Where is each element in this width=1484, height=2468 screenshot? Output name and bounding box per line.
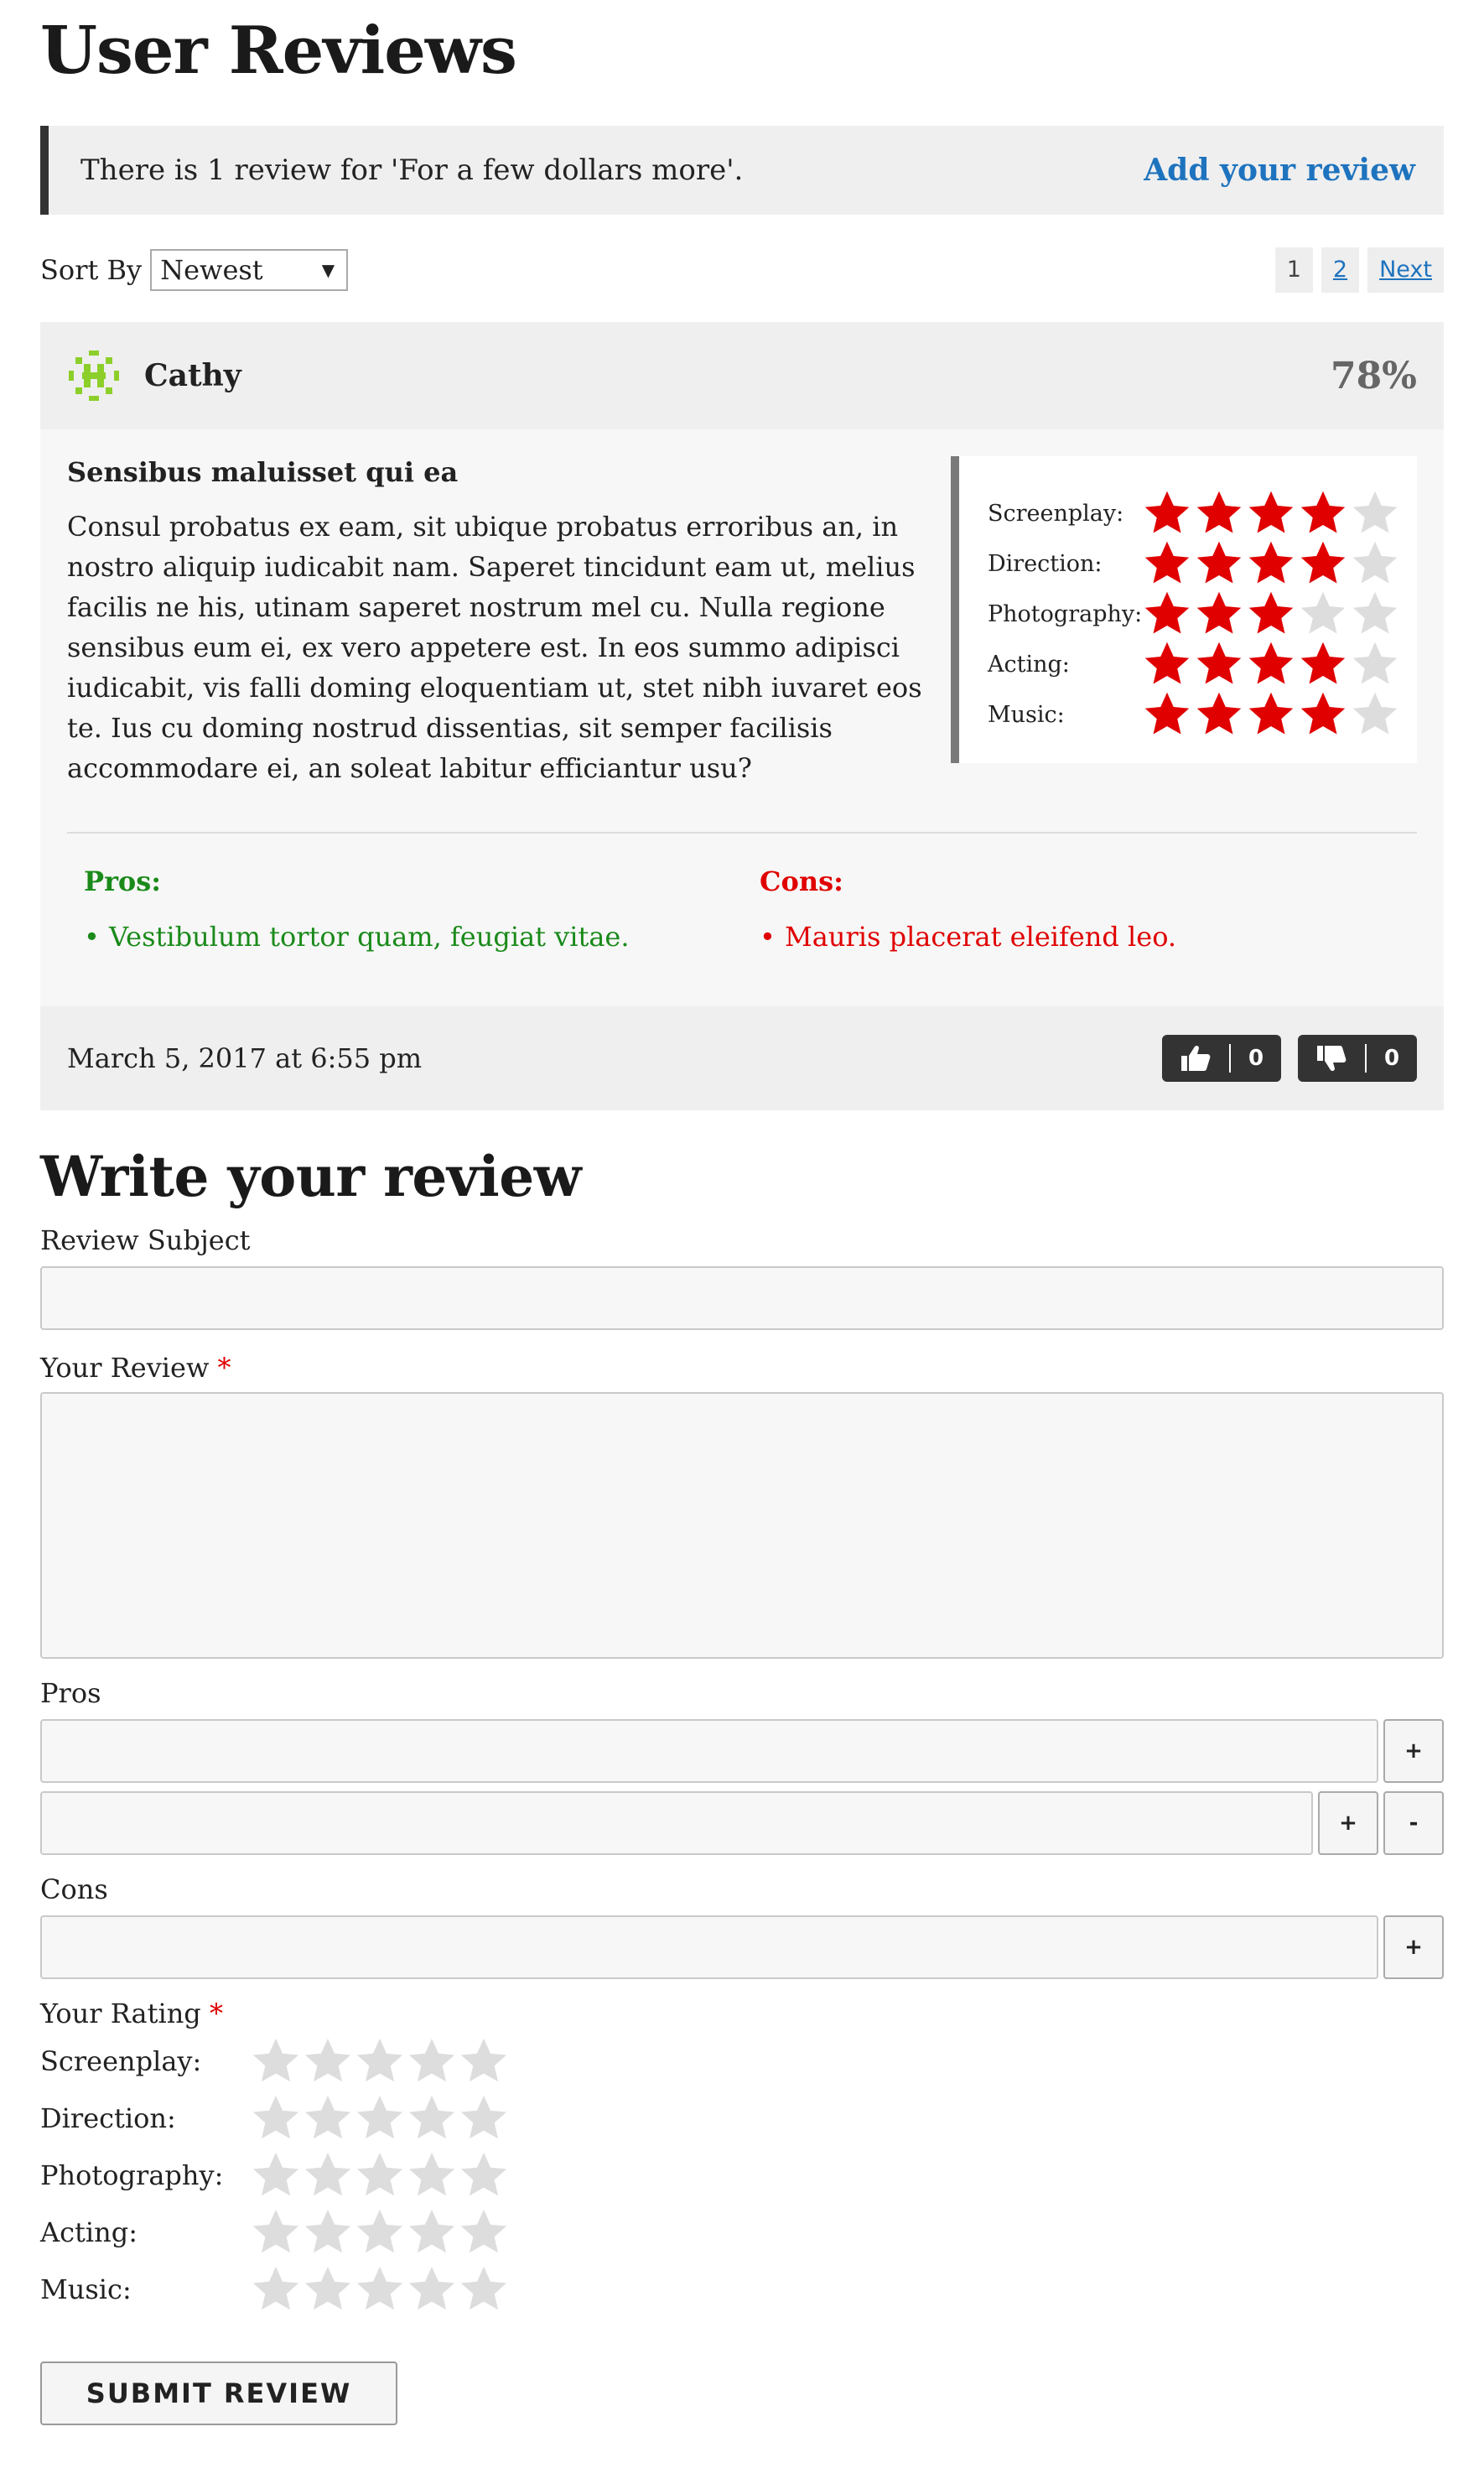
pros-item: • Vestibulum tortor quam, feugiat vitae.: [84, 921, 760, 953]
star-empty-icon: [354, 2149, 406, 2201]
star-rating-input[interactable]: [250, 2149, 510, 2201]
review-count-notice: [40, 126, 1444, 215]
star-empty-icon: [1350, 488, 1400, 538]
avatar: [67, 349, 121, 403]
page-2-link[interactable]: 2: [1321, 247, 1359, 293]
star-empty-icon: [250, 2149, 302, 2201]
rating-label: Photography:: [988, 600, 1143, 627]
pros-label: [40, 1677, 1444, 1709]
add-cons-button[interactable]: +: [1383, 1915, 1444, 1979]
review-card: [40, 322, 1444, 1110]
pros-heading: Pros:: [84, 865, 162, 897]
star-empty-icon: [1350, 538, 1400, 589]
star-empty-icon: [354, 2206, 406, 2258]
rating-input-row: [40, 2147, 1444, 2204]
pros-row: [40, 1791, 1444, 1855]
review-date: March 5, 2017 at 6:55 pm: [67, 1042, 423, 1074]
pros-row: [40, 1719, 1444, 1783]
rating-input-row: [40, 2090, 1444, 2147]
review-count-text: There is 1 review for 'For a few dollars more'.: [80, 153, 744, 187]
star-empty-icon: [250, 2206, 302, 2258]
review-label: [40, 1352, 1444, 1384]
star-rating: [1142, 538, 1402, 589]
star-empty-icon: [458, 2206, 510, 2258]
star-empty-icon: [458, 2149, 510, 2201]
review-textarea[interactable]: [40, 1392, 1444, 1659]
add-pros-button[interactable]: +: [1383, 1719, 1444, 1783]
thumbs-down-count: 0: [1383, 1046, 1400, 1071]
star-rating-input[interactable]: [250, 2263, 510, 2315]
star-filled-icon: [1142, 689, 1192, 740]
add-pros-button[interactable]: +: [1318, 1791, 1378, 1855]
rating-label: Screenplay:: [988, 500, 1124, 527]
pros-label-text: Pros: [40, 1677, 101, 1709]
thumbs-down-icon: [1298, 1044, 1367, 1073]
rating-criterion-label: Direction:: [40, 2102, 176, 2134]
star-filled-icon: [1194, 589, 1244, 639]
star-empty-icon: [406, 2035, 458, 2087]
review-score: 78%: [1330, 354, 1417, 397]
submit-review-button[interactable]: SUBMIT REVIEW: [40, 2361, 397, 2425]
star-filled-icon: [1142, 488, 1192, 538]
star-empty-icon: [250, 2092, 302, 2144]
star-empty-icon: [302, 2092, 354, 2144]
star-rating-input[interactable]: [250, 2035, 510, 2087]
star-empty-icon: [302, 2206, 354, 2258]
rating-input-row: [40, 2204, 1444, 2261]
pros-column: [84, 865, 760, 1006]
star-filled-icon: [1194, 488, 1244, 538]
next-page-link[interactable]: Next: [1367, 247, 1444, 293]
rating-label: Acting:: [988, 651, 1070, 678]
star-empty-icon: [302, 2149, 354, 2201]
rating-label-text: Your Rating: [40, 1998, 201, 2029]
star-filled-icon: [1142, 639, 1192, 689]
review-author: Cathy: [144, 358, 241, 393]
page-1-current: 1: [1275, 247, 1313, 293]
subject-label: [40, 1224, 1444, 1256]
cons-item: • Mauris placerat eleifend leo.: [760, 921, 1435, 953]
sort-label: Sort By: [40, 254, 143, 286]
reviews-page: [40, 0, 1444, 2425]
star-filled-icon: [1298, 538, 1348, 589]
sort-bar: [40, 248, 1444, 292]
star-filled-icon: [1246, 639, 1296, 689]
star-rating: [1142, 689, 1402, 740]
star-empty-icon: [354, 2263, 406, 2315]
star-rating: [1142, 639, 1402, 689]
rating-criterion-label: Acting:: [40, 2216, 138, 2248]
review-footer: [40, 1006, 1444, 1110]
star-empty-icon: [406, 2149, 458, 2201]
star-empty-icon: [302, 2035, 354, 2087]
star-filled-icon: [1194, 538, 1244, 589]
subject-label-text: Review Subject: [40, 1224, 251, 1256]
star-empty-icon: [406, 2263, 458, 2315]
cons-heading: Cons:: [760, 865, 843, 897]
star-empty-icon: [458, 2092, 510, 2144]
star-empty-icon: [1350, 689, 1400, 740]
rating-row: [988, 689, 1417, 740]
star-filled-icon: [1194, 639, 1244, 689]
review-ratings: [951, 456, 1417, 763]
star-rating: [1142, 488, 1402, 538]
star-empty-icon: [250, 2035, 302, 2087]
page-title: User Reviews: [40, 13, 516, 89]
rating-label: Music:: [988, 701, 1065, 728]
pros-cons: [40, 834, 1444, 1006]
review-subject: Sensibus maluisset qui ea: [67, 456, 459, 488]
thumbs-up-button[interactable]: [1162, 1035, 1281, 1082]
star-filled-icon: [1142, 538, 1192, 589]
sort-select[interactable]: [150, 249, 348, 291]
star-empty-icon: [458, 2263, 510, 2315]
cons-column: [760, 865, 1435, 1006]
cons-label-text: Cons: [40, 1873, 108, 1905]
rating-input-row: [40, 2033, 1444, 2090]
rating-row: [988, 488, 1417, 538]
rating-criterion-label: Music:: [40, 2273, 132, 2305]
rating-criterion-label: Photography:: [40, 2159, 224, 2191]
star-filled-icon: [1246, 538, 1296, 589]
star-empty-icon: [354, 2092, 406, 2144]
rating-criterion-label: Screenplay:: [40, 2045, 202, 2077]
rating-row: [988, 589, 1417, 639]
star-empty-icon: [250, 2263, 302, 2315]
rating-row: [988, 639, 1417, 689]
remove-pros-button[interactable]: -: [1383, 1791, 1444, 1855]
star-filled-icon: [1246, 488, 1296, 538]
star-empty-icon: [302, 2263, 354, 2315]
star-empty-icon: [458, 2035, 510, 2087]
rating-input-row: [40, 2261, 1444, 2318]
cons-label: [40, 1873, 1444, 1905]
star-filled-icon: [1194, 689, 1244, 740]
star-filled-icon: [1298, 488, 1348, 538]
review-label-text: Your Review: [40, 1352, 210, 1384]
rating-row: [988, 538, 1417, 589]
write-review-title: Write your review: [40, 1144, 582, 1209]
star-empty-icon: [406, 2092, 458, 2144]
star-empty-icon: [1298, 589, 1348, 639]
thumbs-up-icon: [1162, 1044, 1231, 1073]
sort-selected-value: Newest: [160, 254, 263, 286]
rating-label: Direction:: [988, 550, 1103, 577]
star-filled-icon: [1298, 689, 1348, 740]
review-header: [40, 322, 1444, 429]
rating-label: [40, 1998, 1444, 2029]
star-rating: [1142, 589, 1402, 639]
thumbs-down-button[interactable]: [1298, 1035, 1417, 1082]
pagination: [1275, 247, 1444, 293]
chevron-down-icon: ▼: [321, 260, 335, 280]
star-rating-input[interactable]: [250, 2092, 510, 2144]
required-mark: *: [217, 1352, 231, 1384]
star-filled-icon: [1298, 639, 1348, 689]
star-rating-input[interactable]: [250, 2206, 510, 2258]
star-empty-icon: [406, 2206, 458, 2258]
cons-row: [40, 1915, 1444, 1979]
star-filled-icon: [1246, 589, 1296, 639]
add-review-link[interactable]: Add your review: [1144, 153, 1415, 188]
star-empty-icon: [1350, 639, 1400, 689]
star-empty-icon: [354, 2035, 406, 2087]
star-filled-icon: [1246, 689, 1296, 740]
required-mark: *: [209, 1998, 223, 2029]
review-subject-input[interactable]: [40, 1266, 1444, 1330]
star-empty-icon: [1350, 589, 1400, 639]
pros-input[interactable]: [40, 1719, 1378, 1783]
review-content: Consul probatus ex eam, sit ubique probatus erroribus an, in nostro aliquip iudicabit nam. Saperet tincidunt eam ut, melius facilis ne his, utinam saperet nostrum mel cu. Nulla regione sensibus eum ei, ex vero appetere est. In eos summo adipisci iudicabit, vis falli doming eloquentiam ut, stet nibh iuvaret eos te. Ius cu doming nostrud dissentias, sit semper facilisis accommodare ei, an soleat labitur efficiantur usu?: [67, 511, 922, 784]
cons-input[interactable]: [40, 1915, 1378, 1979]
star-filled-icon: [1142, 589, 1192, 639]
pros-input[interactable]: [40, 1791, 1313, 1855]
thumbs-up-count: 0: [1248, 1046, 1264, 1071]
